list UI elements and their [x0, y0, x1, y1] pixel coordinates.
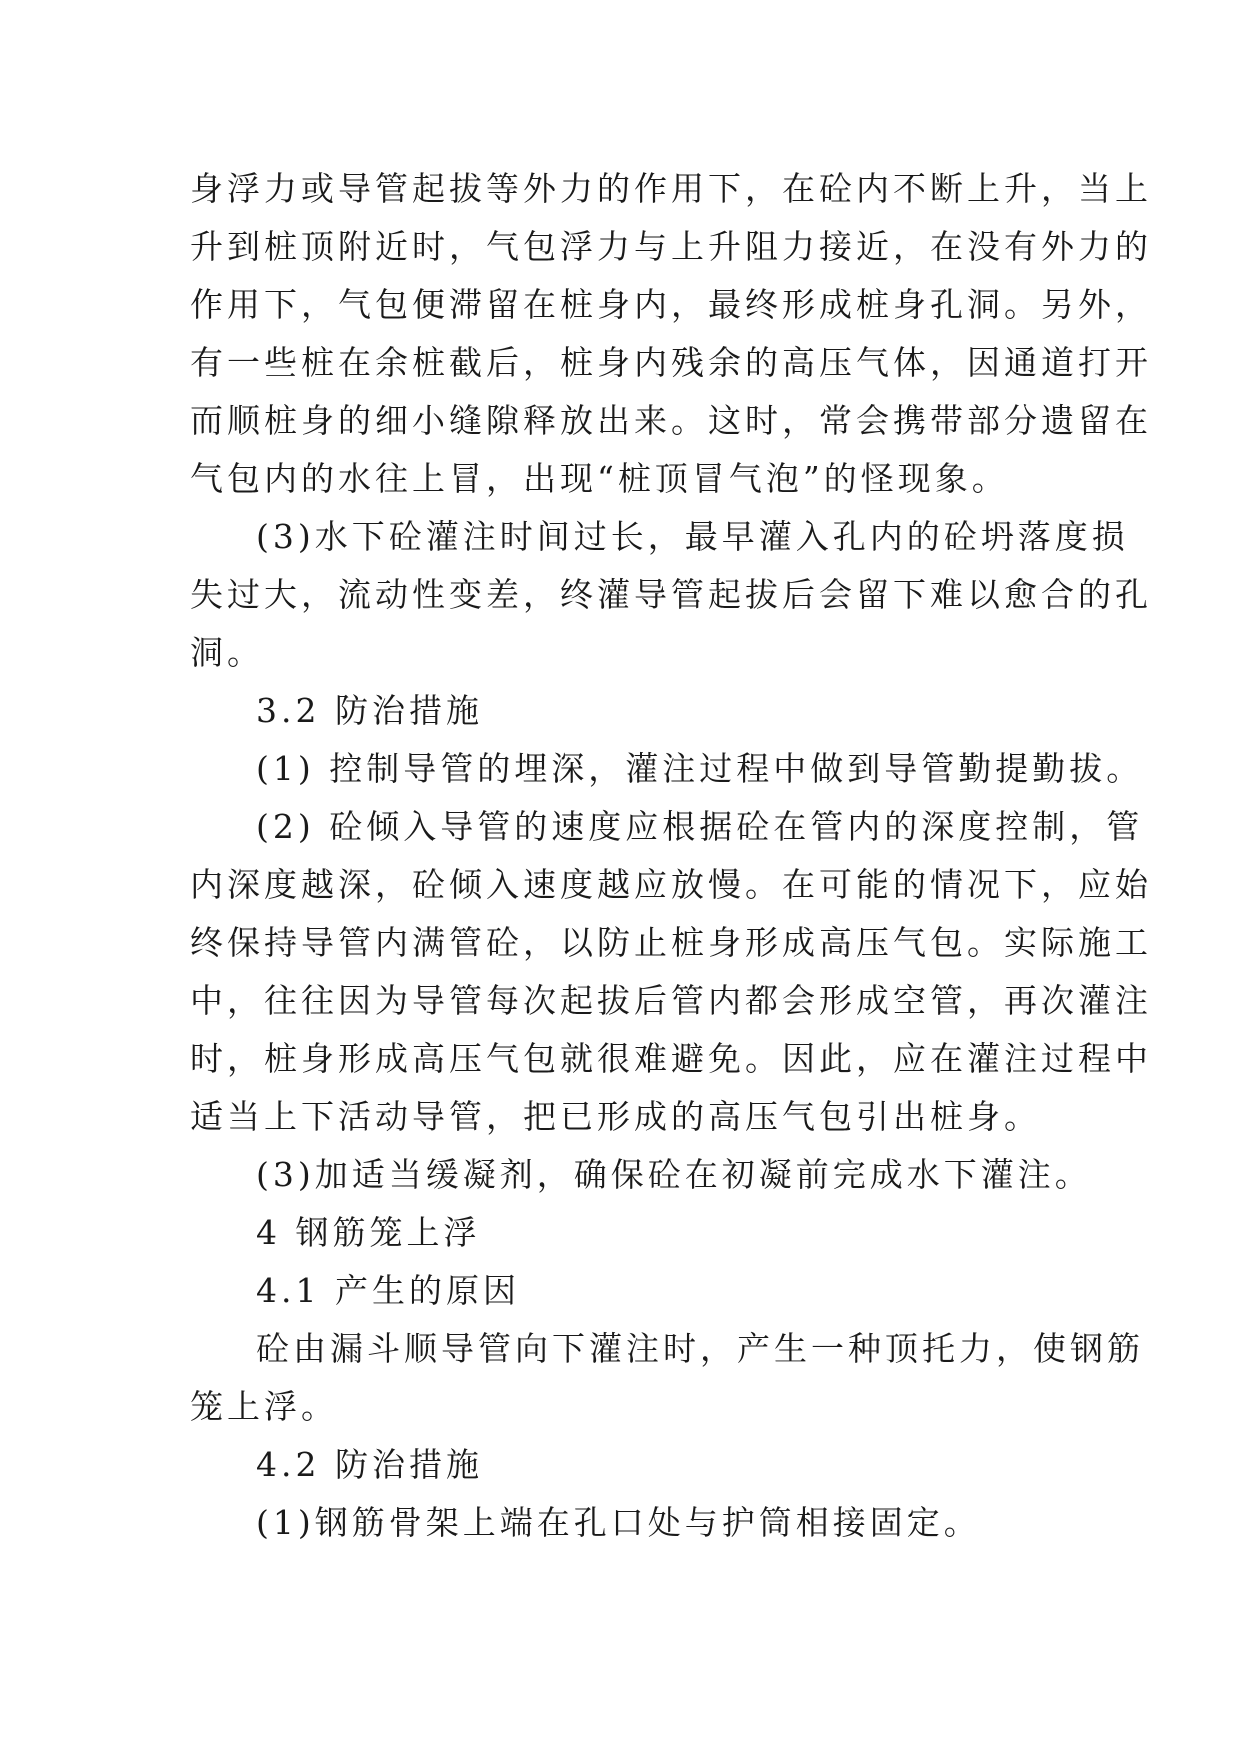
paragraph-line: 时，桩身形成高压气包就很难避免。因此，应在灌注过程中 [190, 1039, 1152, 1078]
paragraph-line: 适当上下活动导管，把已形成的高压气包引出桩身。 [190, 1097, 1041, 1136]
paragraph-line: (1)钢筋骨架上端在孔口处与护筒相接固定。 [256, 1503, 981, 1542]
paragraph-line: (2) 砼倾入导管的速度应根据砼在管内的深度控制，管 [256, 807, 1144, 846]
paragraph-line: (3)水下砼灌注时间过长，最早灌入孔内的砼坍落度损 [256, 517, 1129, 556]
paragraph-line: 笼上浮。 [190, 1387, 338, 1426]
paragraph-line: 砼由漏斗顺导管向下灌注时，产生一种顶托力，使钢筋 [256, 1329, 1144, 1368]
subsection-heading: 4.2 防治措施 [256, 1445, 483, 1484]
paragraph-line: 身浮力或导管起拔等外力的作用下，在砼内不断上升，当上 [190, 169, 1152, 208]
paragraph-line: 内深度越深，砼倾入速度越应放慢。在可能的情况下，应始 [190, 865, 1152, 904]
paragraph-line: 气包内的水往上冒，出现“桩顶冒气泡”的怪现象。 [190, 459, 1009, 498]
subsection-heading: 4.1 产生的原因 [256, 1271, 520, 1310]
section-heading: 4 钢筋笼上浮 [256, 1213, 481, 1252]
paragraph-line: 失过大，流动性变差，终灌导管起拔后会留下难以愈合的孔 [190, 575, 1152, 614]
paragraph-line: 而顺桩身的细小缝隙释放出来。这时，常会携带部分遗留在 [190, 401, 1152, 440]
document-body [190, 160, 1152, 1552]
paragraph-line: (1) 控制导管的埋深，灌注过程中做到导管勤提勤拔。 [256, 749, 1144, 788]
paragraph-line: 升到桩顶附近时，气包浮力与上升阻力接近，在没有外力的 [190, 227, 1152, 266]
paragraph-line: 中，往往因为导管每次起拔后管内都会形成空管，再次灌注 [190, 981, 1152, 1020]
paragraph-line: 洞。 [190, 633, 264, 672]
paragraph-line: (3)加适当缓凝剂，确保砼在初凝前完成水下灌注。 [256, 1155, 1092, 1194]
section-heading: 3.2 防治措施 [256, 691, 483, 730]
paragraph-line: 终保持导管内满管砼，以防止桩身形成高压气包。实际施工 [190, 923, 1152, 962]
paragraph-line: 作用下，气包便滞留在桩身内，最终形成桩身孔洞。另外， [190, 285, 1152, 324]
paragraph-line: 有一些桩在余桩截后，桩身内残余的高压气体，因通道打开 [190, 343, 1152, 382]
